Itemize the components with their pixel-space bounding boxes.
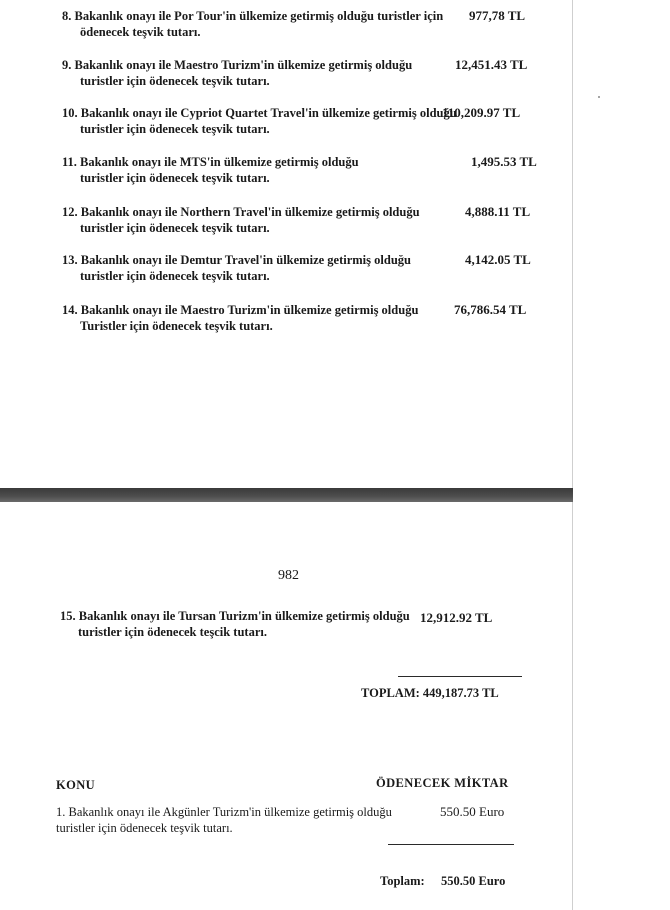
- item-amount: 12,451.43 TL: [455, 57, 528, 72]
- item-amount: 977,78 TL: [469, 8, 526, 23]
- item-text-line1: 12. Bakanlık onayı ile Northern Travel'in ülkemize getirmiş olduğu: [62, 205, 420, 219]
- item-amount: 550.50 Euro: [440, 804, 505, 819]
- item-amount: 4,142.05 TL: [465, 252, 531, 267]
- item-amount: 76,786.54 TL: [454, 302, 527, 317]
- item-text-line1: 8. Bakanlık onayı ile Por Tour'in ülkemize getirmiş olduğu turistler için: [62, 9, 444, 23]
- total-euro-rule: [388, 844, 514, 845]
- item-text-line1: 14. Bakanlık onayı ile Maestro Turizm'in ülkemize getirmiş olduğu: [62, 303, 419, 317]
- item-text-line2: turistler için ödenecek teşvik tutarı.: [80, 221, 270, 235]
- item-text-line2: turistler için ödenecek teşvik tutarı.: [80, 171, 270, 185]
- item-text-line1: 13. Bakanlık onayı ile Demtur Travel'in ülkemize getirmiş olduğu: [62, 253, 411, 267]
- item-amount: 110,209.97 TL: [442, 105, 521, 120]
- total-tl: TOPLAM: 449,187.73 TL: [361, 686, 499, 700]
- item-text-line2: Turistler için ödenecek teşvik tutarı.: [80, 319, 273, 333]
- item-amount: 4,888.11 TL: [465, 204, 531, 219]
- item-text-line2: turistler için ödenecek teşvik tutarı.: [80, 122, 270, 136]
- page-separator: [0, 488, 573, 502]
- total-euro-value: 550.50 Euro: [441, 874, 506, 888]
- item-text-line2: turistler için ödenecek teşcik tutarı.: [78, 625, 267, 639]
- heading-amount: ÖDENECEK MİKTAR: [376, 776, 509, 790]
- item-text-line1: 15. Bakanlık onayı ile Tursan Turizm'in ülkemize getirmiş olduğu: [60, 609, 410, 623]
- page-edge-top: [572, 0, 573, 488]
- item-amount: 1,495.53 TL: [471, 154, 537, 169]
- item-text-line2: turistler için ödenecek teşvik tutarı.: [56, 821, 233, 835]
- page-edge-bottom: [572, 502, 573, 910]
- item-text-line1: 9. Bakanlık onayı ile Maestro Turizm'in ülkemize getirmiş olduğu: [62, 58, 413, 72]
- item-text-line2: turistler için ödenecek teşvik tutarı.: [80, 74, 270, 88]
- item-text-line2: ödenecek teşvik tutarı.: [80, 25, 201, 39]
- total-rule: [398, 676, 522, 677]
- scan-speck: [598, 96, 600, 98]
- item-amount: 12,912.92 TL: [420, 610, 493, 625]
- item-text-line1: 10. Bakanlık onayı ile Cypriot Quartet Travel'in ülkemize getirmiş olduğu: [62, 106, 457, 120]
- item-text-line1: 11. Bakanlık onayı ile MTS'in ülkemize getirmiş olduğu: [62, 155, 359, 169]
- total-euro-label: Toplam:: [380, 874, 425, 888]
- item-text-line1: 1. Bakanlık onayı ile Akgünler Turizm'in ülkemize getirmiş olduğu: [56, 805, 392, 819]
- heading-subject: KONU: [56, 778, 96, 792]
- page-number: 982: [278, 568, 299, 583]
- item-text-line2: turistler için ödenecek teşvik tutarı.: [80, 269, 270, 283]
